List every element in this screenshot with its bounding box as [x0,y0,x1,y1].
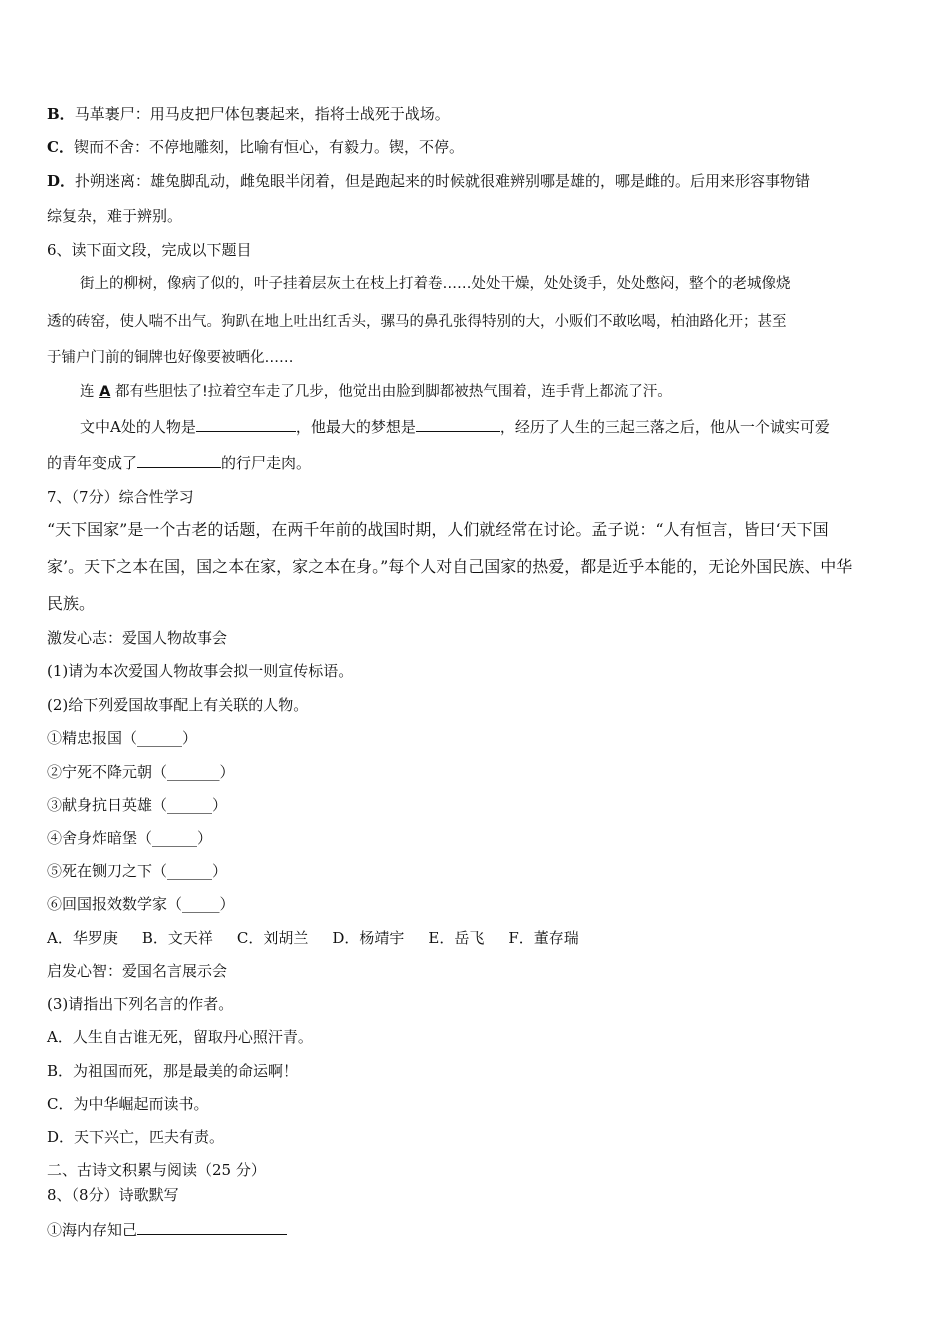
option-d-text-2: 综复杂，难于辨别。 [47,207,183,225]
option-c [47,137,910,157]
answer-blank[interactable] [416,416,500,432]
q6-passage-line-3: 于铺户门前的铜牌也好像要被晒化…… [47,350,294,366]
people-options [47,928,910,948]
story-text: ④舍身炸暗堡（ [47,829,153,847]
quote-item: A．人生自古谁无死，留取丹心照汗青。 [47,1028,313,1046]
part-2-title: 二、古诗文积累与阅读（25 分） [47,1161,266,1179]
story-item [47,762,910,782]
q6-question-mid-1: ，他最大的梦想是 [295,418,416,436]
story-item [47,795,910,815]
story-close: ） [212,796,228,814]
story-close: ） [212,862,228,880]
q6-marker-a: A [99,384,111,400]
person-option: B．文天祥 [141,929,213,947]
q7-sub-2: (2)给下列爱国故事配上有关联的人物。 [47,696,309,714]
option-b [47,104,910,124]
story-blank[interactable]: _____ [182,895,220,913]
story-blank[interactable]: _______ [167,763,220,781]
q6-passage-para-2 [80,382,910,402]
q6-question-line2-pre: 的青年变成了 [47,454,138,472]
story-close: ） [197,829,213,847]
q8-item-1 [47,1219,910,1240]
q8-item-1-text: ①海内存知己 [47,1221,138,1239]
quote-item: B．为祖国而死，那是最美的命运啊！ [47,1062,299,1080]
q6-p2-pre: 连 [80,384,95,400]
option-d-label: D． [47,172,76,190]
q7-intro-line-2: 家’。天下之本在国，国之本在家，家之本在身。”每个人对自己国家的热爱，都是近乎本能的，无论外国民族、中华 [47,557,853,576]
story-blank[interactable]: ______ [167,796,213,814]
q7-sub-1: (1)请为本次爱国人物故事会拟一则宣传标语。 [47,662,354,680]
answer-blank[interactable] [137,452,221,468]
quote-item: D．天下兴亡，匹夫有责。 [47,1128,225,1146]
story-text: ⑤死在铡刀之下（ [47,862,168,880]
q7-intro-line-1: “天下国家”是一个古老的话题，在两千年前的战国时期，人们就经常在讨论。孟子说：“人有恒言，皆曰‘天下国 [47,520,829,539]
story-item [47,828,910,848]
person-option: C．刘胡兰 [236,929,309,947]
q7-intro-line-3: 民族。 [47,594,96,613]
q6-passage-line-2: 透的砖窑，使人喘不出气。狗趴在地上吐出红舌头，骡马的鼻孔张得特别的大，小贩们不敢吆喝，柏油路化开；甚至 [47,314,787,330]
answer-blank[interactable] [137,1219,287,1235]
q7-title: 7、（7分）综合性学习 [47,488,194,506]
person-option: E．岳飞 [428,929,485,947]
q6-question-line-2 [47,452,910,473]
story-text: ①精忠报国（ [47,729,138,747]
story-close: ） [219,895,235,913]
q6-title: 6、读下面文段，完成以下题目 [47,241,252,259]
story-item [47,728,910,748]
option-d [47,171,910,191]
q6-question-line2-post: 的行尸走肉。 [221,454,312,472]
option-b-label: B． [47,105,75,123]
answer-blank[interactable] [196,416,296,432]
q6-question-pre: 文中A处的人物是 [80,418,196,436]
story-text: ②宁死不降元朝（ [47,763,168,781]
q6-question [80,416,910,437]
q6-passage-line-1: 街上的柳树，像病了似的，叶子挂着层灰土在枝上打着卷……处处干燥，处处烫手，处处憋闷，整个的老城像烧 [80,276,791,292]
story-text: ③献身抗日英雄（ [47,796,168,814]
q7-section-1: 激发心志：爱国人物故事会 [47,629,228,647]
story-item [47,894,910,914]
person-option: F．董存瑞 [508,929,579,947]
q6-question-mid-2: ，经历了人生的三起三落之后，他从一个诚实可爱 [499,418,830,436]
story-blank[interactable]: ______ [152,829,198,847]
option-c-text: 锲而不舍：不停地雕刻，比喻有恒心，有毅力。锲，不停。 [73,138,464,156]
q6-p2-post: 都有些胆怯了!拉着空车走了几步，他觉出由脸到脚都被热气围着，连手背上都流了汗。 [114,384,672,400]
story-close: ） [182,729,198,747]
q7-section-2: 启发心智：爱国名言展示会 [47,962,228,980]
option-c-label: C． [47,138,74,156]
q7-sub-3: (3)请指出下列名言的作者。 [47,995,234,1013]
option-d-text-1: 扑朔迷离：雄兔脚乱动，雌兔眼半闭着，但是跑起来的时候就很难辨别哪是雄的，哪是雌的。后用来形容事物错 [75,172,811,190]
q8-title: 8、（8分）诗歌默写 [47,1186,179,1204]
quote-item: C．为中华崛起而读书。 [47,1095,209,1113]
story-blank[interactable]: ______ [137,729,183,747]
story-blank[interactable]: ______ [167,862,213,880]
option-b-text: 马革裹尸：用马皮把尸体包裹起来，指将士战死于战场。 [74,105,450,123]
story-text: ⑥回国报效数学家（ [47,895,183,913]
story-item [47,861,910,881]
person-option: D．杨靖宇 [332,929,405,947]
person-option: A．华罗庚 [47,929,118,947]
story-close: ） [219,763,235,781]
